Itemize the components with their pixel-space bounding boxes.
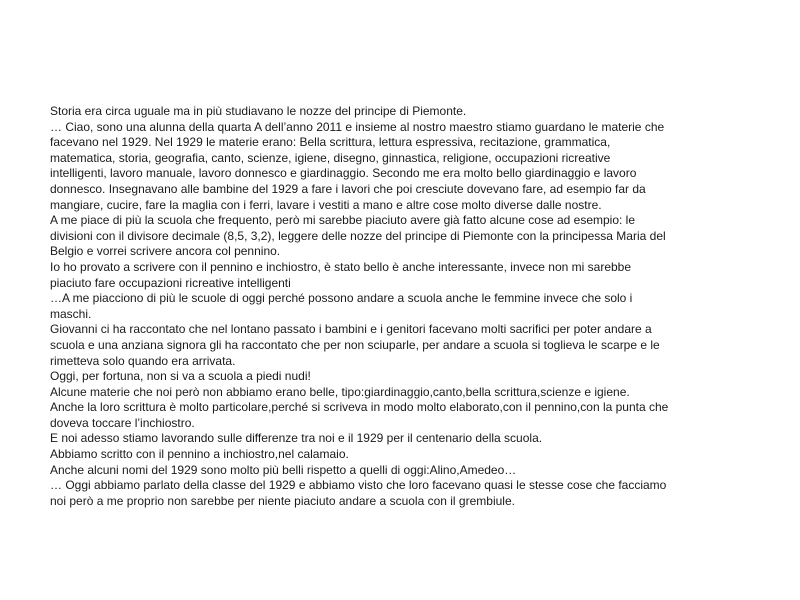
text-line: donnesco. Insegnavano alle bambine del 1929 a fare i lavori che poi cresciute dovevano fare, ad esempio far da <box>50 181 646 196</box>
document-text-block <box>50 104 750 509</box>
text-line: … Oggi abbiamo parlato della classe del 1929 e abbiamo visto che loro facevano quasi le stesse cose che facciamo <box>50 478 667 493</box>
text-line: piaciuto fare occupazioni ricreative intelligenti <box>50 275 291 290</box>
text-line: … Ciao, sono una alunna della quarta A dell’anno 2011 e insieme al nostro maestro stiamo guardano le materie che <box>50 119 665 134</box>
text-line: Belgio e vorrei scrivere ancora col pennino. <box>50 244 281 259</box>
text-line: …A me piacciono di più le scuole di oggi perché possono andare a scuola anche le femmine invece che solo i <box>50 291 633 306</box>
text-line: rimetteva solo quando era arrivata. <box>50 353 236 368</box>
text-line: doveva toccare l’inchiostro. <box>50 415 195 430</box>
text-line: Abbiamo scritto con il pennino a inchiostro,nel calamaio. <box>50 447 349 462</box>
text-line: E noi adesso stiamo lavorando sulle differenze tra noi e il 1929 per il centenario della scuola. <box>50 431 543 446</box>
text-line: maschi. <box>50 306 92 321</box>
text-line: Oggi, per fortuna, non si va a scuola a piedi nudi! <box>50 369 311 384</box>
text-line: Anche alcuni nomi del 1929 sono molto più belli rispetto a quelli di oggi:Alino,Amedeo… <box>50 462 517 477</box>
text-line: intelligenti, lavoro manuale, lavoro donnesco e giardinaggio. Secondo me era molto bello giardinaggio e lavoro <box>50 166 637 181</box>
text-line: Io ho provato a scrivere con il pennino e inchiostro, è stato bello è anche interessante, invece non mi sarebbe <box>50 259 632 274</box>
text-line: Storia era circa uguale ma in più studiavano le nozze del principe di Piemonte. <box>50 104 467 118</box>
text-line: scuola e una anziana signora gli ha raccontato che per non sciuparle, per andare a scuola si toglieva le scarpe e le <box>50 337 660 352</box>
text-line: matematica, storia, geografia, canto, scienze, igiene, disegno, ginnastica, religione, occupazioni ricreative <box>50 150 611 165</box>
text-line: divisioni con il divisore decimale (8,5, 3,2), leggere delle nozze del principe di Piemonte con la principessa Maria del <box>50 228 666 243</box>
text-line: noi però a me proprio non sarebbe per niente piaciuto andare a scuola con il grembiule. <box>50 493 515 508</box>
text-line: Anche la loro scrittura è molto particolare,perché si scriveva in modo molto elaborato,con il pennino,con la punta che <box>50 400 669 415</box>
text-line: A me piace di più la scuola che frequento, però mi sarebbe piaciuto avere già fatto alcune cose ad esempio: le <box>50 213 636 228</box>
text-line: mangiare, cucire, fare la maglia con i ferri, lavare i vestiti a mano e altre cose molto diverse dalle nostre. <box>50 197 602 212</box>
text-line: Alcune materie che noi però non abbiamo erano belle, tipo:giardinaggio,canto,bella scrittura,scienze e igiene. <box>50 384 630 399</box>
text-line: Giovanni ci ha raccontato che nel lontano passato i bambini e i genitori facevano molti sacrifici per poter andare a <box>50 322 652 337</box>
text-line: facevano nel 1929. Nel 1929 le materie erano: Bella scrittura, lettura espressiva, recitazione, grammatica, <box>50 135 611 150</box>
